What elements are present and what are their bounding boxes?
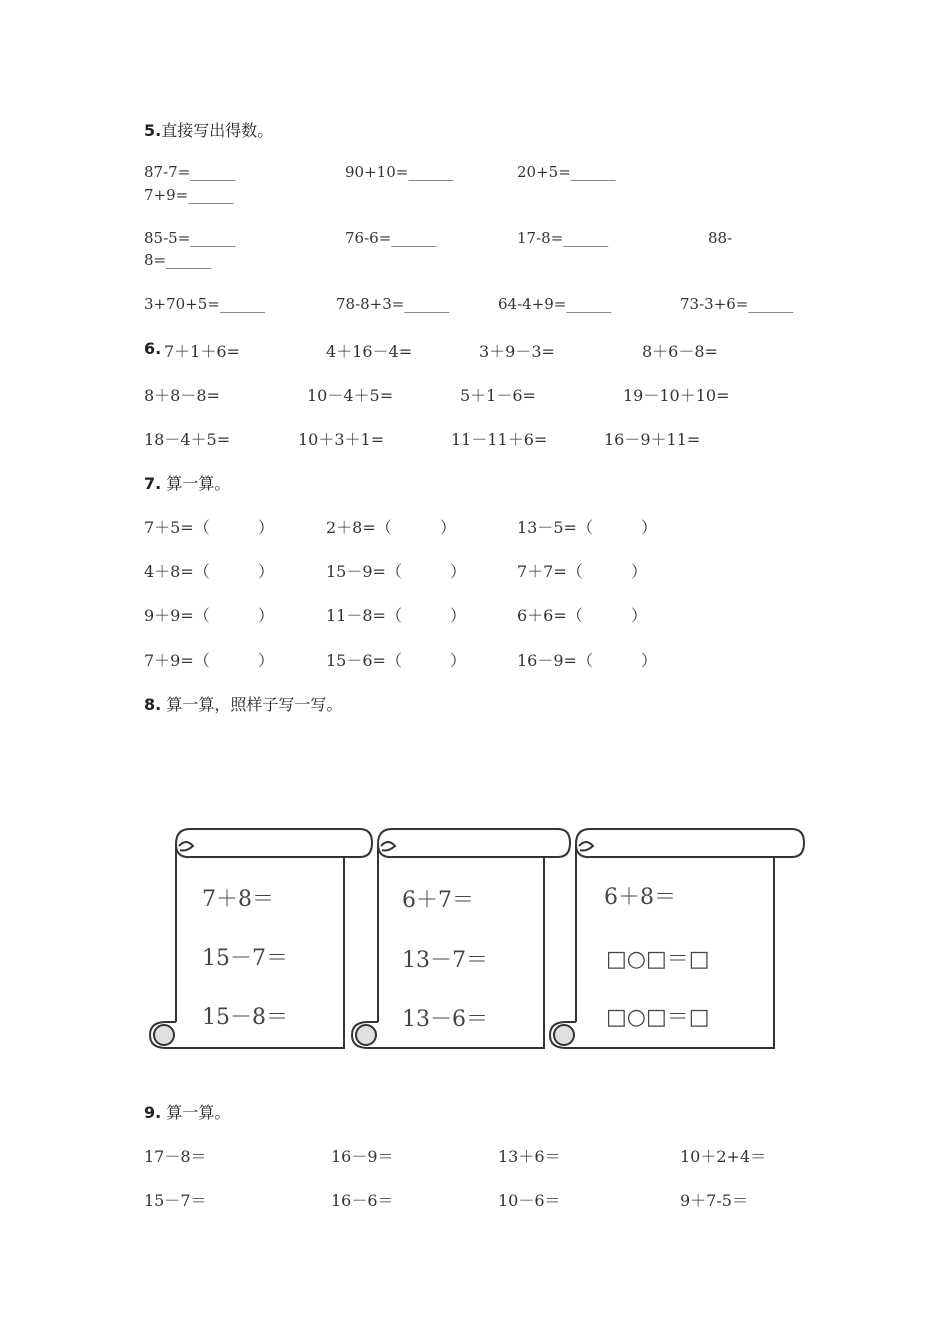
equation: 4＋8=（	[144, 562, 210, 581]
close-paren: ）	[258, 562, 275, 581]
equation: 16－9＋11=	[604, 430, 701, 449]
equation: 6＋6=（	[517, 606, 583, 625]
equation: 17-8=______	[517, 229, 609, 247]
equation: 10＋3＋1=	[298, 430, 385, 449]
scroll-3-template-2: □○□＝□	[606, 1005, 710, 1030]
question-text: 直接写出得数。	[161, 121, 274, 140]
close-paren: ）	[450, 651, 467, 670]
answer-blank[interactable]: ______	[408, 163, 454, 181]
equation: 7+9=______	[144, 186, 234, 204]
answer-blank[interactable]: ______	[219, 295, 265, 313]
equation: 15－9=（	[326, 562, 402, 581]
equation: 3＋9－3=	[479, 342, 555, 361]
scroll-3-line-1: 6＋8＝	[604, 885, 676, 910]
scroll-2-line-2: 13－7＝	[402, 948, 488, 973]
close-paren: ）	[258, 518, 275, 537]
answer-blank[interactable]: ______	[566, 295, 612, 313]
answer-blank[interactable]: ______	[748, 295, 794, 313]
question-5-title	[144, 118, 273, 141]
question-text: 算一算。	[166, 474, 231, 493]
close-paren: ）	[631, 562, 648, 581]
equation: 7＋1＋6=	[164, 342, 240, 361]
equation: 20+5=______	[517, 163, 616, 181]
equation: 85-5=______	[144, 229, 236, 247]
scroll-illustrations	[146, 826, 808, 1056]
equation: 10－6＝	[498, 1191, 561, 1210]
equation: 15－7＝	[144, 1191, 207, 1210]
close-paren: ）	[641, 518, 658, 537]
question-8-title	[144, 692, 342, 715]
equation: 7＋5=（	[144, 518, 210, 537]
close-paren: ）	[641, 651, 658, 670]
equation: 19－10＋10=	[623, 386, 730, 405]
equation: 11－11＋6=	[451, 430, 548, 449]
close-paren: ）	[450, 606, 467, 625]
equation: 9＋7-5＝	[680, 1191, 748, 1210]
equation: 7＋9=（	[144, 651, 210, 670]
equation: 8=______	[144, 251, 212, 269]
answer-blank[interactable]: ______	[166, 251, 212, 269]
scroll-1-line-1: 7＋8＝	[202, 887, 274, 912]
question-6-title	[144, 339, 161, 358]
equation: 5＋1－6=	[460, 386, 536, 405]
scroll-1-line-2: 15－7＝	[202, 946, 288, 971]
equation: 73-3+6=______	[680, 295, 794, 313]
equation: 10＋2+4＝	[680, 1147, 767, 1166]
equation: 4＋16－4=	[326, 342, 413, 361]
scroll-2-line-3: 13－6＝	[402, 1007, 488, 1032]
answer-blank[interactable]: ______	[570, 163, 616, 181]
scroll-1-line-3: 15－8＝	[202, 1005, 288, 1030]
equation: 10－4＋5=	[307, 386, 394, 405]
equation: 64-4+9=______	[498, 295, 612, 313]
equation: 16－6＝	[331, 1191, 394, 1210]
equation: 87-7=______	[144, 163, 236, 181]
equation: 2＋8=（	[326, 518, 392, 537]
equation: 16－9=（	[517, 651, 593, 670]
equation: 3+70+5=______	[144, 295, 265, 313]
equation: 76-6=______	[345, 229, 437, 247]
equation: 17－8＝	[144, 1147, 207, 1166]
scroll-3-template-1: □○□＝□	[606, 947, 710, 972]
equation: 16－9＝	[331, 1147, 394, 1166]
close-paren: ）	[258, 606, 275, 625]
answer-blank[interactable]: ______	[190, 163, 236, 181]
equation: 7＋7=（	[517, 562, 583, 581]
question-number: 5.	[144, 121, 162, 140]
equation: 13－5=（	[517, 518, 593, 537]
question-7-title	[144, 471, 230, 494]
equation: 9＋9=（	[144, 606, 210, 625]
equation: 78-8+3=______	[336, 295, 450, 313]
close-paren: ）	[631, 606, 648, 625]
equation: 8＋6－8=	[642, 342, 718, 361]
close-paren: ）	[450, 562, 467, 581]
question-9-title	[144, 1100, 230, 1123]
scroll-2-line-1: 6＋7＝	[402, 888, 474, 913]
question-text: 算一算，照样子写一写。	[166, 695, 343, 714]
answer-blank[interactable]: ______	[563, 229, 609, 247]
answer-blank[interactable]: ______	[190, 229, 236, 247]
equation: 90+10=______	[345, 163, 454, 181]
answer-blank[interactable]: ______	[404, 295, 450, 313]
question-number: 8.	[144, 695, 162, 714]
equation: 88-	[708, 229, 733, 247]
question-number: 9.	[144, 1103, 162, 1122]
equation: 13＋6＝	[498, 1147, 561, 1166]
equation: 8＋8－8=	[144, 386, 220, 405]
equation: 15－6=（	[326, 651, 402, 670]
answer-blank[interactable]: ______	[188, 186, 234, 204]
equation: 11－8=（	[326, 606, 402, 625]
question-text: 算一算。	[166, 1103, 231, 1122]
close-paren: ）	[258, 651, 275, 670]
equation: 18－4＋5=	[144, 430, 231, 449]
question-number: 6.	[144, 339, 162, 358]
answer-blank[interactable]: ______	[391, 229, 437, 247]
close-paren: ）	[440, 518, 457, 537]
question-number: 7.	[144, 474, 162, 493]
